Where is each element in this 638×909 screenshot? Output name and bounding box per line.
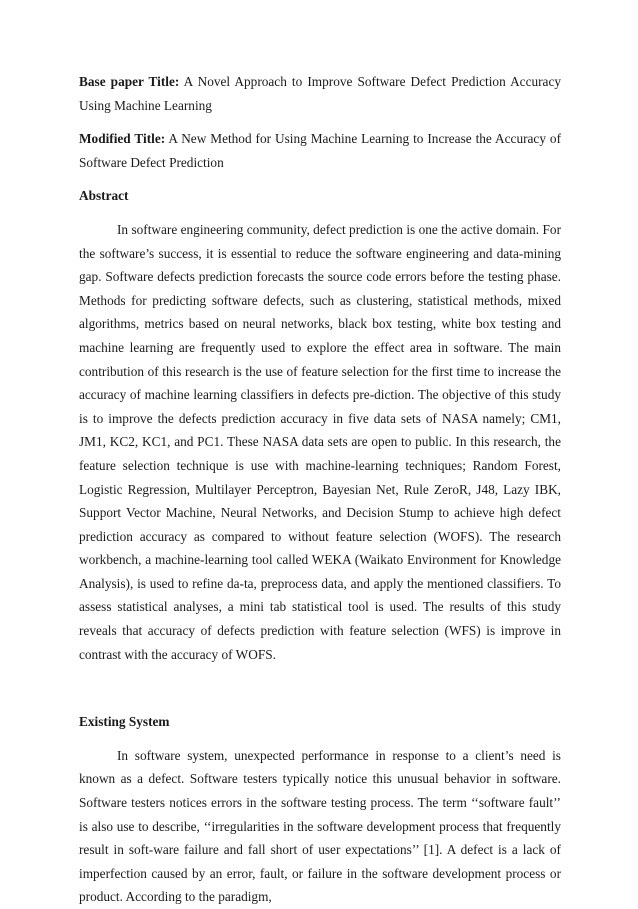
document-page xyxy=(79,70,561,909)
section-spacer xyxy=(79,666,561,710)
existing-system-body: In software system, unexpected performance in response to a client’s need is known as a defect. Software testers typically notice this unusual behavior in software. Software testers notices errors in the software testing process. The term ‘‘software fault’’ is also use to describe, ‘‘irregularities in the software development process that frequently result in soft-ware failure and fall short of user expectations’’ [1]. A defect is a lack of imperfection caused by an error, fault, or failure in the software development process or product. According to the paradigm, xyxy=(79,747,561,905)
existing-system-heading: Existing System xyxy=(79,714,170,730)
base-paper-title-text: A Novel Approach to Improve Software Defect Prediction Accuracy Using Machine Learning xyxy=(79,74,562,113)
modified-title-text: A New Method for Using Machine Learning to Increase the Accuracy of Software Defect Prediction xyxy=(79,131,561,170)
abstract-body: In software engineering community, defect prediction is one the active domain. For the software’s success, it is essential to reduce the software engineering and data-mining gap. Software defects prediction forecasts the source code errors before the testing phase. Methods for predicting software defects, such as clustering, statistical methods, mixed algorithms, metrics based on neural networks, black box testing, white box testing and machine learning are frequently used to explore the effect area in software. The main contribution of this research is the use of feature selection for the first time to increase the accuracy of machine learning classifiers in defects pre-diction. The objective of this study is to improve the defects prediction accuracy in five data sets of NASA namely; CM1, JM1, KC2, KC1, and PC1. These NASA data sets are open to public. In this research, the feature selection technique is use with machine-learning techniques; Random Forest, Logistic Regression, Multilayer Perceptron, Bayesian Net, Rule ZeroR, J48, Lazy IBK, Support Vector Machine, Neural Networks, and Decision Stump to achieve high defect prediction accuracy as compared to without feature selection (WOFS). The research workbench, a machine-learning tool called WEKA (Waikato Environment for Knowledge Analysis), is used to refine da-ta, preprocess data, and apply the mentioned classifiers. To assess statistical analyses, a mini tab statistical tool is used. The results of this study reveals that accuracy of defects prediction with feature selection (WFS) is improve in contrast with the accuracy of WOFS. xyxy=(79,221,561,662)
base-paper-title xyxy=(79,70,561,117)
modified-title xyxy=(79,127,561,174)
base-paper-title-label: Base paper Title: xyxy=(79,74,180,89)
abstract-heading: Abstract xyxy=(79,188,129,204)
modified-title-label: Modified Title: xyxy=(79,131,166,147)
